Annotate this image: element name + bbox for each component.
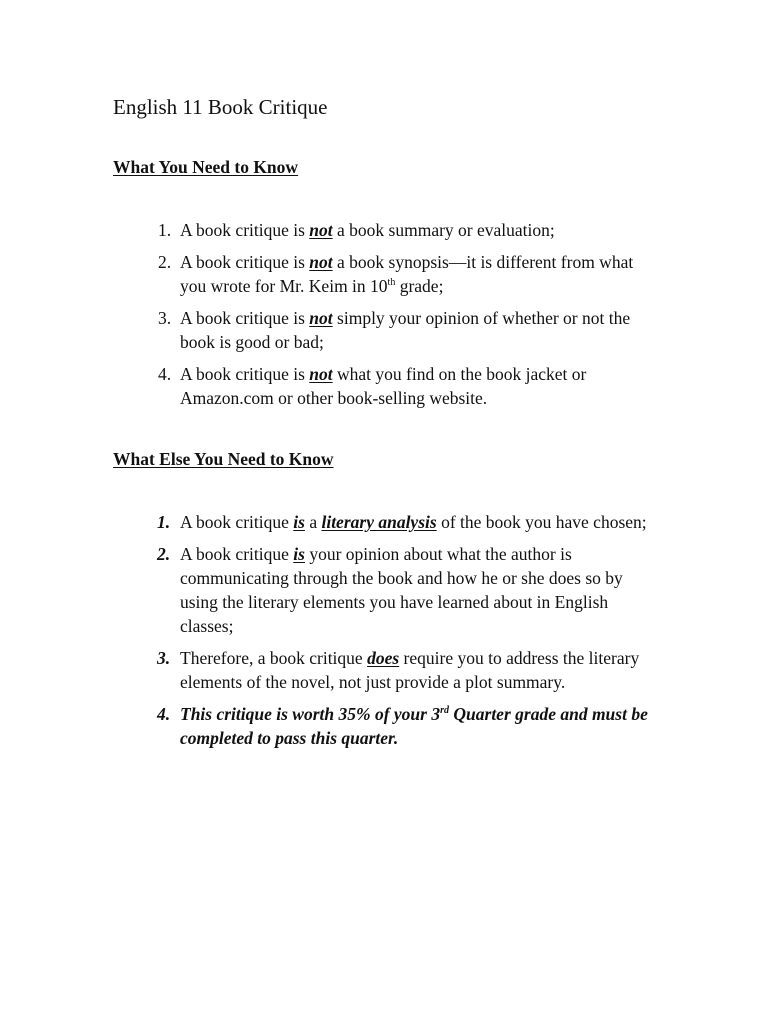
- list-item-number: 1.: [157, 512, 171, 532]
- emphasis-does: does: [367, 648, 400, 668]
- list-item-text: A book critique is: [180, 252, 310, 272]
- list-item-text: Quarter grade and must be completed to pass this quarter.: [180, 704, 648, 748]
- list-item-text: A book critique is: [180, 220, 310, 240]
- list-item-text: require you to address the literary elements of the novel, not just provide a plot summary.: [180, 648, 640, 692]
- list-item-grade-weight: [0, 702, 660, 750]
- list-item-text: your opinion about what the author is communicating through the book and how he or she does so by using the literary elements you have learned about in English classes;: [180, 544, 623, 636]
- list-item-text: a: [304, 512, 322, 532]
- list-item: [0, 362, 660, 410]
- list-item-number: 3.: [158, 308, 172, 328]
- list-item: [0, 218, 660, 242]
- emphasis-not: not: [309, 220, 333, 240]
- list-item-number: 4.: [158, 364, 172, 384]
- list-item-number: 3.: [157, 648, 171, 668]
- list-item-text: a book summary or evaluation;: [332, 220, 555, 240]
- list-item-text: Therefore, a book critique: [180, 648, 368, 668]
- list-item-text: This critique is worth 35% of your 3: [180, 704, 441, 724]
- list-what-you-need-to-know: [0, 218, 768, 418]
- superscript-th: th: [387, 277, 396, 288]
- list-item: [0, 306, 660, 354]
- list-item: [0, 646, 660, 694]
- section-heading-what-else-you-need-to-know: What Else You Need to Know: [113, 449, 334, 469]
- emphasis-is: is: [293, 544, 305, 564]
- list-item-number: 2.: [157, 544, 171, 564]
- list-item-text: of the book you have chosen;: [436, 512, 647, 532]
- list-item: [0, 542, 660, 638]
- list-item-text: A book critique: [180, 512, 294, 532]
- emphasis-not: not: [309, 252, 333, 272]
- list-what-else-you-need-to-know: [0, 510, 768, 758]
- list-item-text: A book critique is: [180, 364, 310, 384]
- superscript-rd: rd: [440, 705, 450, 716]
- section-heading-what-you-need-to-know: What You Need to Know: [113, 157, 299, 177]
- list-item-number: 2.: [158, 252, 172, 272]
- document-title: English 11 Book Critique: [113, 95, 328, 119]
- list-item-text: grade;: [395, 276, 444, 296]
- list-item-text: A book critique is: [180, 308, 310, 328]
- list-item-number: 1.: [158, 220, 172, 240]
- list-item: [0, 510, 660, 534]
- emphasis-literary-analysis: literary analysis: [321, 512, 437, 532]
- list-item-number: 4.: [157, 704, 171, 724]
- list-item: [0, 250, 660, 298]
- emphasis-not: not: [309, 364, 333, 384]
- list-item-text: a book synopsis—it is different from what you wrote for Mr. Keim in 10: [180, 252, 634, 296]
- emphasis-is: is: [293, 512, 305, 532]
- emphasis-not: not: [309, 308, 333, 328]
- list-item-text: what you find on the book jacket or Amazon.com or other book-selling website.: [180, 364, 587, 408]
- list-item-text: A book critique: [180, 544, 294, 564]
- list-item-text: simply your opinion of whether or not the book is good or bad;: [180, 308, 631, 352]
